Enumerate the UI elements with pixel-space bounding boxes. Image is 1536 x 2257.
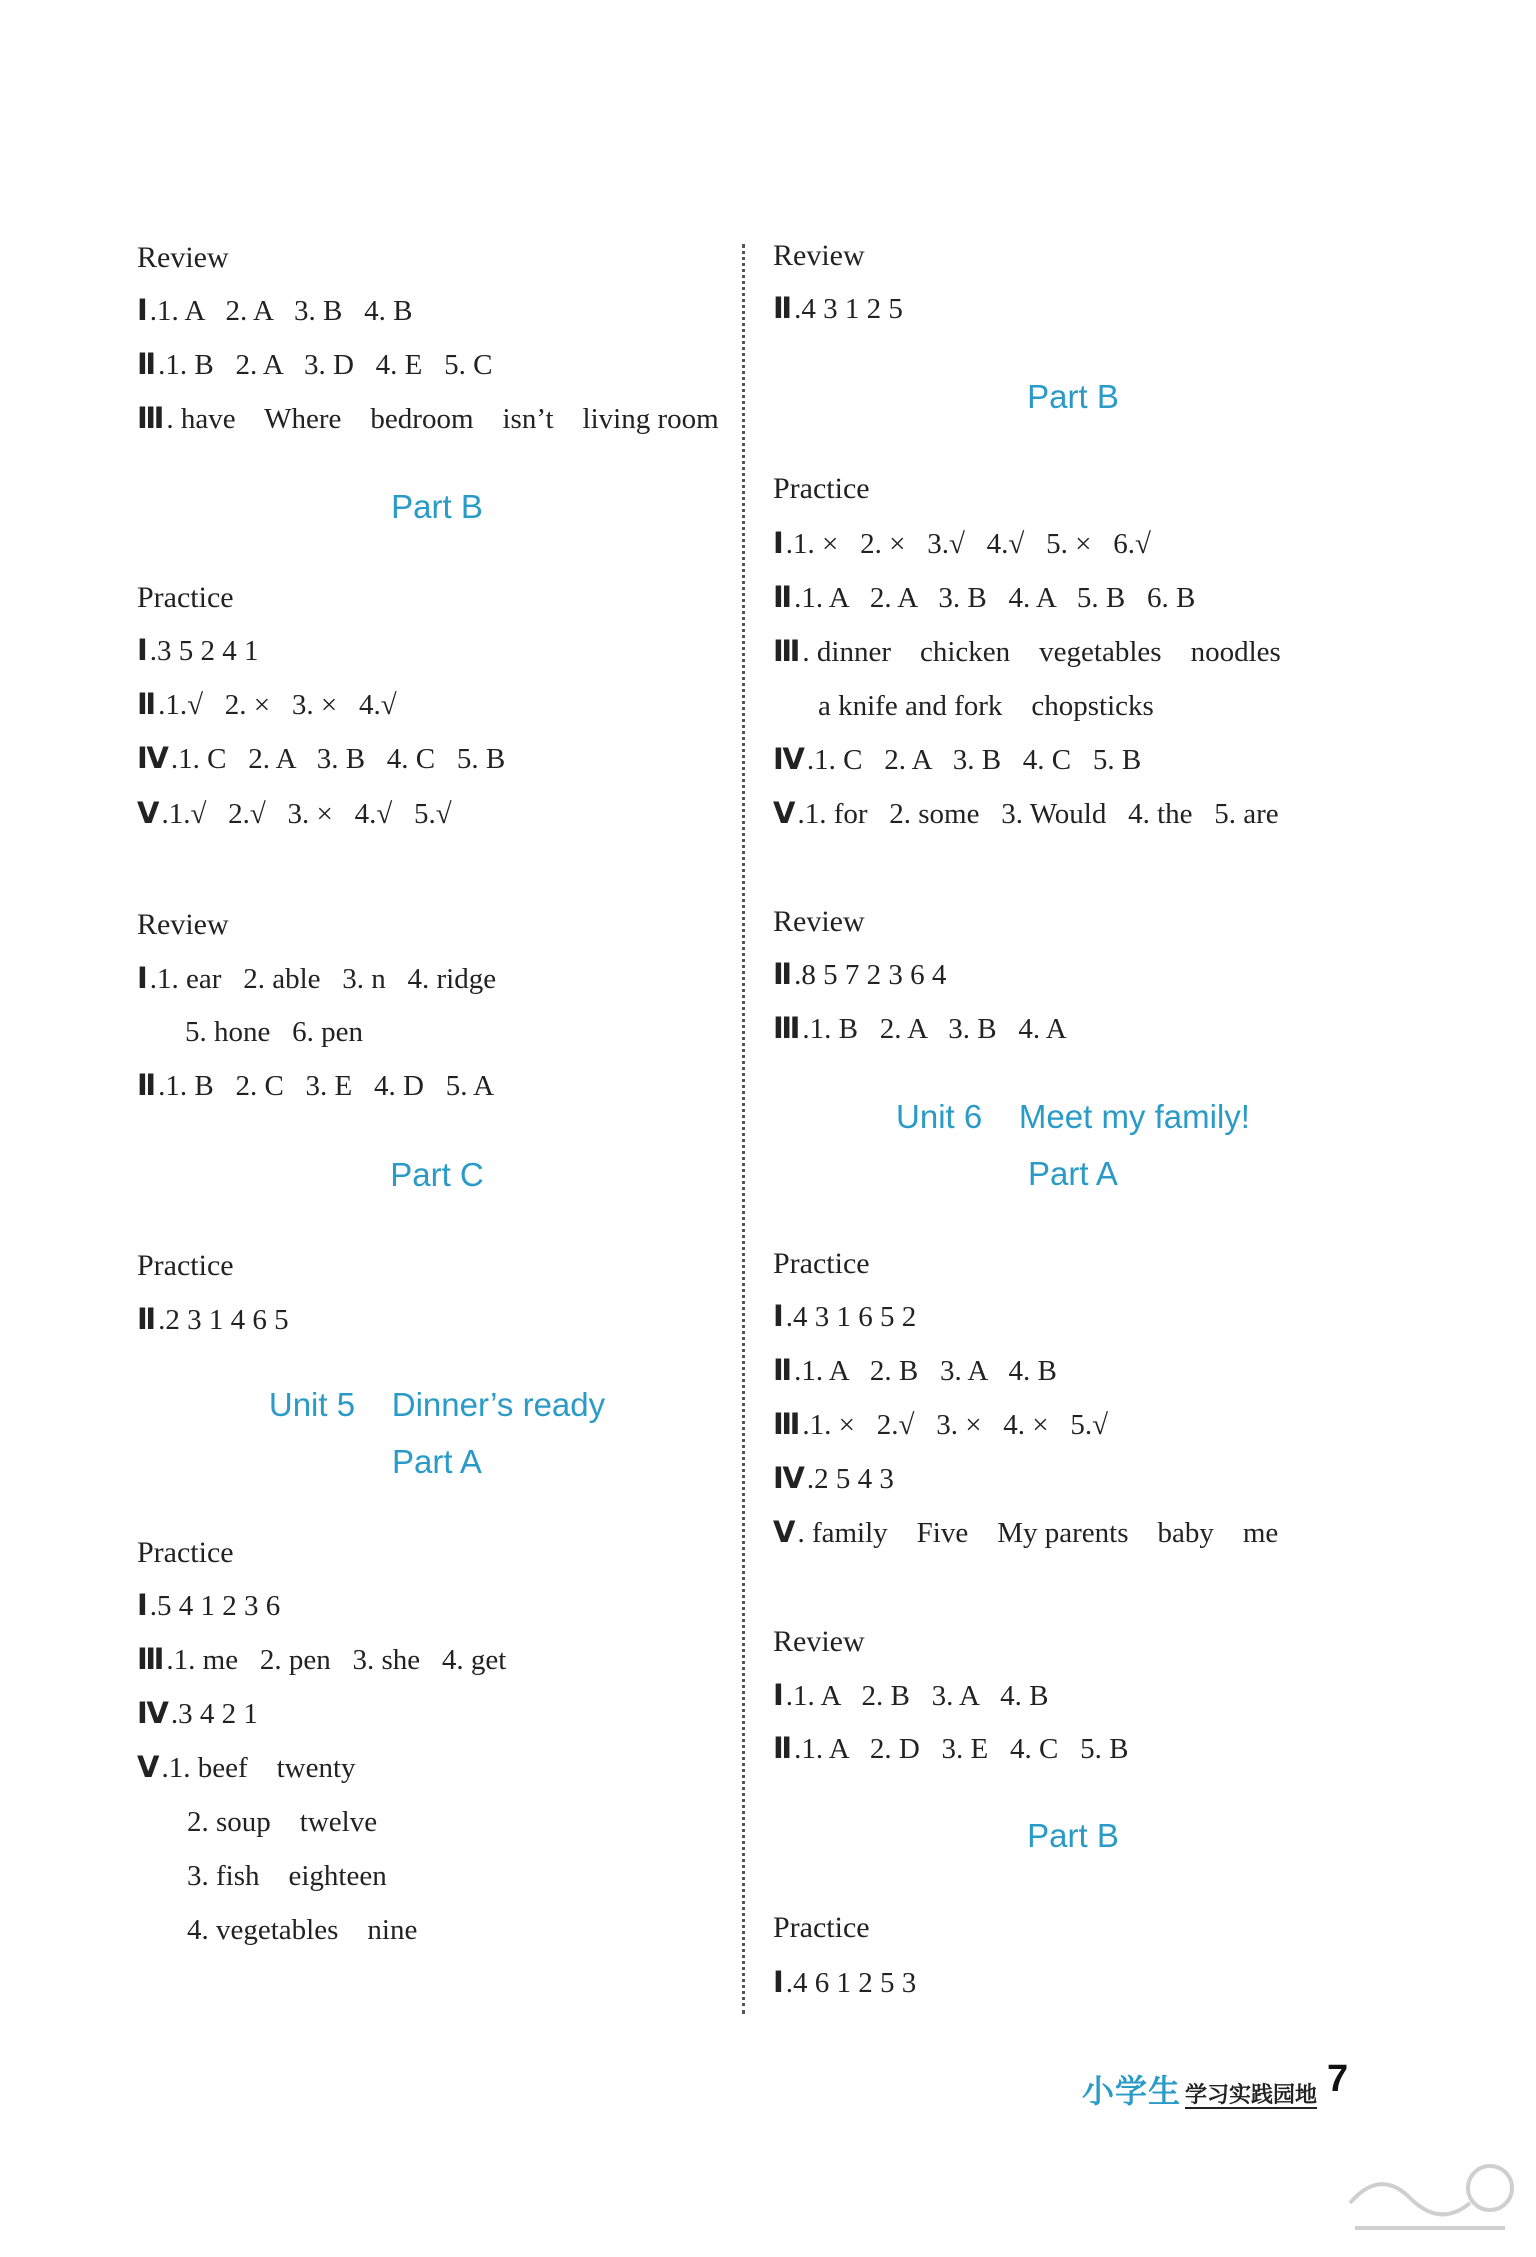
- roman-numeral: Ⅲ: [773, 1013, 801, 1045]
- answer-text: .2 3 1 4 6 5: [158, 1304, 289, 1336]
- answer-line: [773, 1011, 1067, 1047]
- answer-text: .2 5 4 3: [806, 1463, 894, 1495]
- answer-line: [773, 1407, 1108, 1443]
- answer-line: [137, 961, 496, 997]
- answer-text: .1. C 2. A 3. B 4. C 5. B: [170, 743, 506, 775]
- answer-line: [137, 1588, 280, 1624]
- roman-numeral: Ⅱ: [773, 959, 793, 991]
- answer-line: [773, 580, 1195, 616]
- answer-text: 2. soup twelve: [187, 1806, 378, 1838]
- answer-text: .1.√ 2. × 3. × 4.√: [158, 689, 397, 721]
- roman-numeral: Ⅰ: [137, 295, 148, 327]
- answer-text: 5. hone 6. pen: [185, 1016, 363, 1048]
- section-label: Practice: [773, 472, 870, 505]
- answer-text: .1. B 2. C 3. E 4. D 5. A: [158, 1070, 495, 1102]
- answer-text: 3. fish eighteen: [187, 1860, 387, 1892]
- answer-text: .1. A 2. B 3. A 4. B: [794, 1355, 1057, 1387]
- answer-line: [773, 1515, 1278, 1551]
- brand-title: 小学生: [1082, 2073, 1182, 2109]
- answer-line: [187, 1858, 387, 1894]
- unit-heading: Unit 6 Meet my family!: [896, 1098, 1250, 1135]
- answer-text: .1. × 2. × 3.√ 4.√ 5. × 6.√: [785, 528, 1151, 560]
- part-heading: Part A: [1028, 1155, 1118, 1192]
- section-label: Practice: [137, 1249, 234, 1282]
- roman-numeral: Ⅰ: [773, 528, 784, 560]
- roman-numeral: Ⅳ: [137, 1698, 169, 1730]
- roman-numeral: Ⅰ: [137, 1590, 148, 1622]
- part-heading: Part C: [390, 1156, 484, 1193]
- roman-numeral: Ⅰ: [773, 1680, 784, 1712]
- answer-text: .1. B 2. A 3. D 4. E 5. C: [158, 349, 493, 381]
- answer-line: [137, 687, 397, 723]
- answer-line: [773, 1353, 1057, 1389]
- answer-text: .5 4 1 2 3 6: [149, 1590, 281, 1622]
- answer-line: [185, 1014, 363, 1050]
- answer-line: [137, 796, 452, 832]
- footer-brand: [1082, 2066, 1317, 2112]
- answer-line: [187, 1912, 417, 1948]
- answer-text: . family Five My parents baby me: [797, 1517, 1279, 1549]
- roman-numeral: Ⅰ: [773, 1301, 784, 1333]
- answer-text: .1. A 2. A 3. B 4. A 5. B 6. B: [794, 582, 1196, 614]
- section-label: Review: [137, 908, 229, 941]
- roman-numeral: Ⅱ: [137, 349, 157, 381]
- section-label: Practice: [773, 1247, 870, 1280]
- answer-text: .8 5 7 2 3 6 4: [794, 959, 947, 991]
- answer-line: [137, 1642, 506, 1678]
- answer-line: [137, 1302, 289, 1338]
- roman-numeral: Ⅴ: [773, 798, 796, 830]
- answer-line: [137, 1696, 258, 1732]
- answer-text: .1. ear 2. able 3. n 4. ridge: [149, 963, 497, 995]
- answer-text: .1. A 2. D 3. E 4. C 5. B: [794, 1733, 1129, 1765]
- answer-line: [137, 633, 259, 669]
- roman-numeral: Ⅰ: [137, 635, 148, 667]
- answer-line: [773, 1461, 894, 1497]
- answer-line: [137, 1750, 356, 1786]
- roman-numeral: Ⅳ: [773, 744, 805, 776]
- roman-numeral: Ⅰ: [137, 963, 148, 995]
- answer-line: [773, 1299, 916, 1335]
- answer-line: [818, 688, 1154, 724]
- answer-text: .4 3 1 2 5: [794, 293, 903, 325]
- roman-numeral: Ⅳ: [137, 743, 169, 775]
- answer-line: [773, 526, 1151, 562]
- section-label: Practice: [137, 1536, 234, 1569]
- answer-text: .3 5 2 4 1: [149, 635, 259, 667]
- part-heading: Part A: [392, 1443, 482, 1480]
- answer-text: .1. B 2. A 3. B 4. A: [802, 1013, 1067, 1045]
- roman-numeral: Ⅲ: [773, 636, 801, 668]
- brand-subtitle: 学习实践园地: [1185, 2082, 1318, 2107]
- watermark-logo-icon: [1340, 2158, 1520, 2248]
- answer-text: .1. C 2. A 3. B 4. C 5. B: [806, 744, 1142, 776]
- roman-numeral: Ⅱ: [773, 582, 793, 614]
- answer-text: .1. × 2.√ 3. × 4. × 5.√: [802, 1409, 1109, 1441]
- roman-numeral: Ⅱ: [137, 689, 157, 721]
- roman-numeral: Ⅳ: [773, 1463, 805, 1495]
- roman-numeral: Ⅲ: [137, 403, 165, 435]
- section-label: Review: [773, 905, 865, 938]
- answer-text: .1. for 2. some 3. Would 4. the 5. are: [797, 798, 1279, 830]
- answer-line: [137, 741, 505, 777]
- roman-numeral: Ⅴ: [773, 1517, 796, 1549]
- answer-line: [773, 742, 1141, 778]
- answer-text: .1. beef twenty: [161, 1752, 356, 1784]
- answer-text: 4. vegetables nine: [187, 1914, 418, 1946]
- roman-numeral: Ⅲ: [137, 1644, 165, 1676]
- roman-numeral: Ⅱ: [137, 1070, 157, 1102]
- answer-line: [773, 1678, 1048, 1714]
- roman-numeral: Ⅰ: [773, 1967, 784, 1999]
- roman-numeral: Ⅱ: [137, 1304, 157, 1336]
- roman-numeral: Ⅴ: [137, 1752, 160, 1784]
- answer-text: .1. me 2. pen 3. she 4. get: [166, 1644, 507, 1676]
- roman-numeral: Ⅲ: [773, 1409, 801, 1441]
- answer-line: [773, 796, 1279, 832]
- answer-text: .4 3 1 6 5 2: [785, 1301, 917, 1333]
- section-label: Practice: [137, 581, 234, 614]
- column-divider: [742, 244, 745, 2014]
- answer-line: [187, 1804, 377, 1840]
- part-heading: Part B: [391, 488, 483, 525]
- answer-text: .1. A 2. A 3. B 4. B: [149, 295, 413, 327]
- section-label: Review: [773, 239, 865, 272]
- answer-text: .1.√ 2.√ 3. × 4.√ 5.√: [161, 798, 452, 830]
- section-label: Review: [137, 241, 229, 274]
- unit-heading: Unit 5 Dinner’s ready: [268, 1386, 606, 1423]
- answer-line: [773, 957, 946, 993]
- answer-line: [137, 1068, 494, 1104]
- answer-line: [773, 1731, 1128, 1767]
- section-label: Practice: [773, 1911, 870, 1944]
- answer-line: [137, 401, 719, 437]
- section-label: Review: [773, 1625, 865, 1658]
- answer-text: . dinner chicken vegetables noodles: [802, 636, 1281, 668]
- roman-numeral: Ⅱ: [773, 1355, 793, 1387]
- answer-text: .4 6 1 2 5 3: [785, 1967, 917, 1999]
- answer-text: a knife and fork chopsticks: [818, 690, 1154, 722]
- answer-line: [137, 347, 492, 383]
- answer-text: .1. A 2. B 3. A 4. B: [785, 1680, 1049, 1712]
- answer-line: [137, 293, 412, 329]
- roman-numeral: Ⅱ: [773, 293, 793, 325]
- part-heading: Part B: [1027, 378, 1119, 415]
- answer-line: [773, 634, 1281, 670]
- part-heading: Part B: [1027, 1817, 1119, 1854]
- answer-line: [773, 1965, 916, 2001]
- answer-text: . have Where bedroom isn’t living room: [166, 403, 719, 435]
- answer-text: .3 4 2 1: [170, 1698, 258, 1730]
- answer-line: [773, 291, 903, 327]
- roman-numeral: Ⅴ: [137, 798, 160, 830]
- page-number: 7: [1327, 2058, 1349, 2100]
- roman-numeral: Ⅱ: [773, 1733, 793, 1765]
